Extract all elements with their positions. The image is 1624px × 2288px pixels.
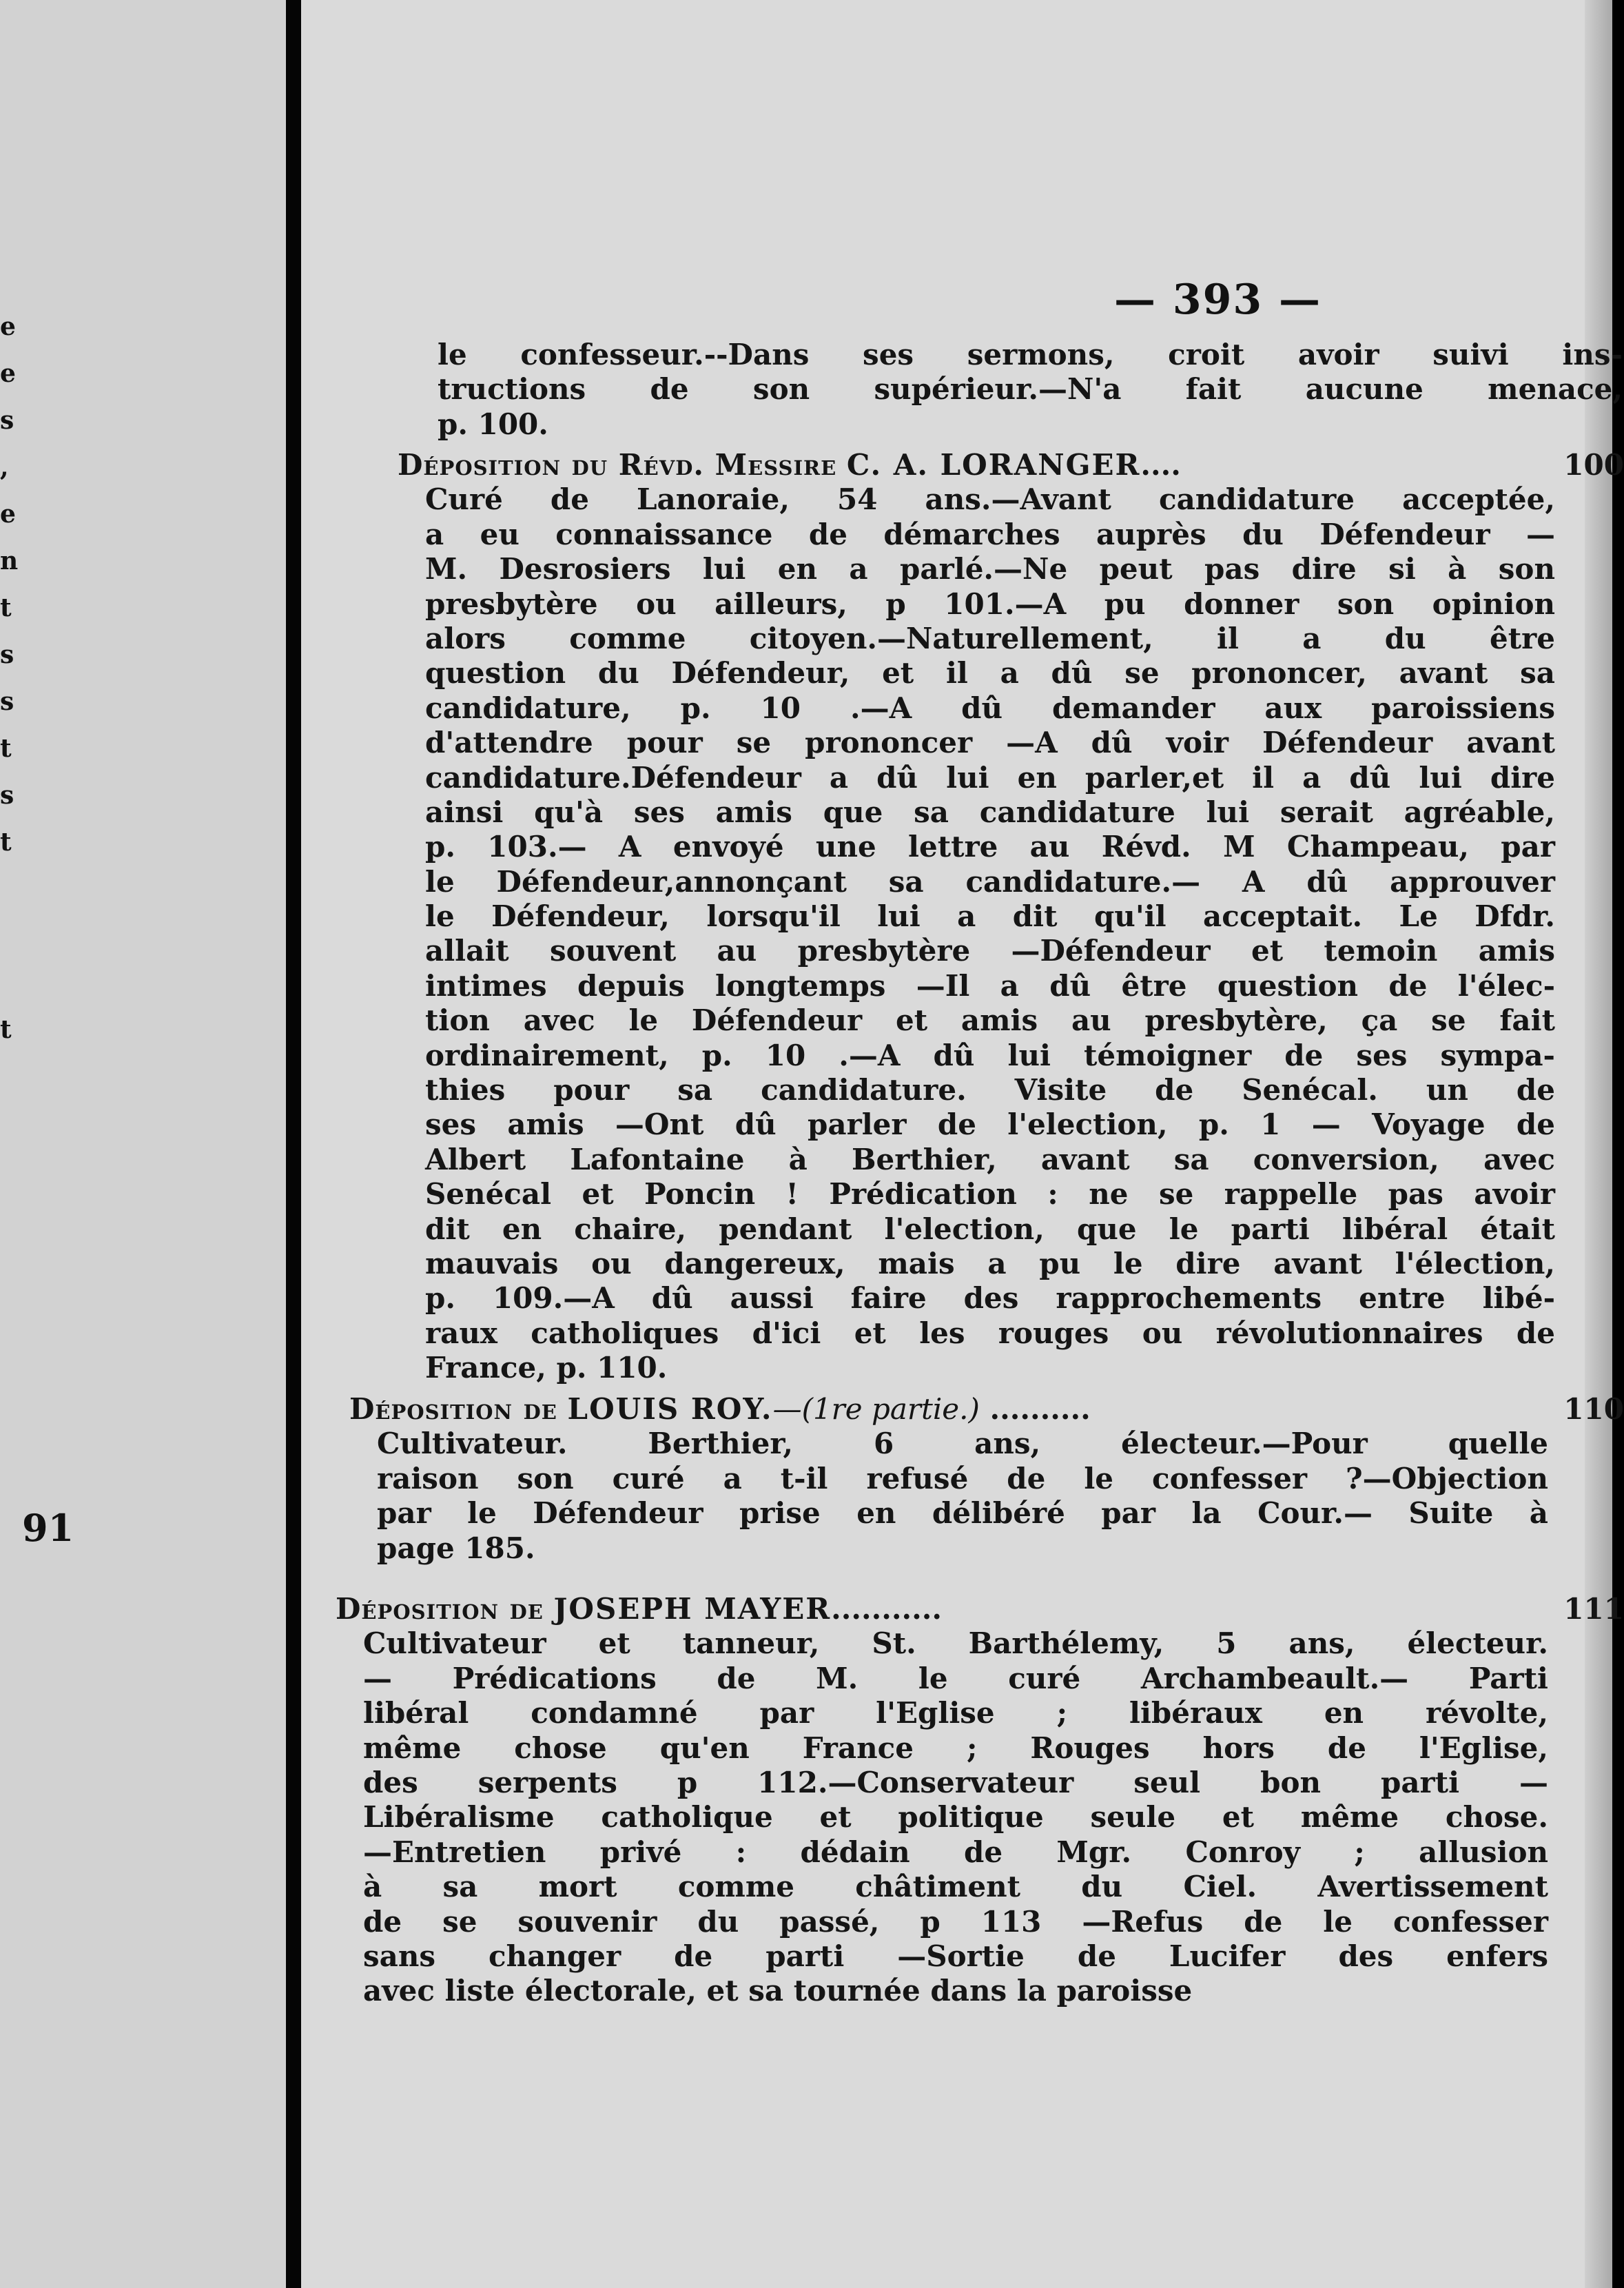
edge-letter: e [0,500,16,529]
deponent-name: C. A. LORANGER [846,448,1141,482]
text-line: des serpents p 112.—Conservateur seul bon parti — [363,1765,1548,1799]
text-line: intimes depuis longtemps —Il a dû être question de l'élec- [425,968,1555,1003]
text-line: raux catholiques d'ici et les rouges ou révolutionnaires de [425,1316,1555,1350]
edge-letter [0,866,28,912]
text-line: Curé de Lanoraie, 54 ans.—Avant candidature acceptée, [425,482,1555,517]
edge-letter: t [0,593,12,622]
left-page [0,0,286,2288]
text-line: allait souvent au presbytère —Défendeur et temoin amis [425,934,1555,968]
heading-prefix: Déposition de [336,1592,544,1626]
page-reference: 111 [1563,1592,1624,1626]
text-line: thies pour sa candidature. Visite de Senécal. un de [425,1073,1555,1107]
edge-letter: t [0,828,12,857]
edge-letter: n [0,547,19,575]
edge-letter: t [0,1015,12,1044]
text-line: tion avec le Défendeur et amis au presbytère, ça se fait [425,1003,1555,1038]
text-line: candidature.Défendeur a dû lui en parler,et il a dû lui dire [425,760,1555,795]
text-line: presbytère ou ailleurs, p 101.—A pu donner son opinion [425,586,1555,621]
text-line: —Entretien privé : dédain de Mgr. Conroy ; allusion [363,1835,1548,1869]
text-line: mauvais ou dangereux, mais a pu le dire avant l'élection, [425,1246,1555,1280]
deposition-body [336,1626,1548,2008]
text-line: alors comme citoyen.—Naturellement, il a du être [425,621,1555,655]
text-line: Senécal et Poncin ! Prédication : ne se rappelle pas avoir [425,1177,1555,1212]
page-reference: 110 [1563,1392,1624,1426]
text-line: ordinairement, p. 10 .—A dû lui témoigner de ses sympa- [425,1038,1555,1072]
text-line: dit en chaire, pendant l'election, que le parti libéral était [425,1212,1555,1246]
deposition-heading [398,448,1624,482]
text-line: a eu connaissance de démarches auprès du Défendeur — [425,517,1555,551]
deposition-entry [349,1392,1624,1566]
edge-letter [0,912,28,959]
text-line: Cultivateur. Berthier, 6 ans, électeur.—Pour quelle [377,1427,1548,1461]
text-line: question du Défendeur, et il a dû se prononcer, avant sa [425,656,1555,691]
text-line: sans changer de parti —Sortie de Lucifer des enfers [363,1939,1548,1973]
deponent-name: LOUIS ROY. [567,1392,773,1426]
edge-letter [0,959,28,1006]
text-line: Cultivateur et tanneur, St. Barthélemy, 5 ans, électeur. [363,1626,1548,1661]
continuation-paragraph [438,338,1623,442]
text-line: d'attendre pour se prononcer —A dû voir Défendeur avant [425,726,1555,760]
edge-letter: s [0,640,14,669]
right-page [301,0,1624,2288]
text-line: ses amis —Ont dû parler de l'election, p. 1 — Voyage de [425,1107,1555,1142]
text-line: Albert Lafontaine à Berthier, avant sa conversion, avec [425,1142,1555,1176]
text-line: libéral condamné par l'Eglise ; libéraux en révolte, [363,1696,1548,1730]
text-line: à sa mort comme châtiment du Ciel. Avertissement [363,1870,1548,1904]
left-page-number: 91 [22,1506,74,1550]
text-line: France, p. 110. [425,1351,668,1385]
deposition-body [349,1427,1548,1566]
heading-prefix: Déposition de [349,1392,557,1426]
text-line: p. 109.—A dû aussi faire des rapprochements entre libé- [425,1281,1555,1316]
deposition-body [398,482,1555,1385]
text-line: raison son curé a t-il refusé de le confesser ?—Objection [377,1461,1548,1495]
text-line: p. 103.— A envoyé une lettre au Révd. M Champeau, par [425,830,1555,864]
heading-prefix: Déposition du Révd. Messire [398,448,837,482]
text-line: page 185. [377,1531,535,1565]
edge-letter: s [0,781,14,810]
text-line: le Défendeur, lorsqu'il lui a dit qu'il acceptait. Le Dfdr. [425,899,1555,934]
deposition-entry [398,448,1624,1386]
page-reference: 100 [1563,448,1624,482]
text-line: de se souvenir du passé, p 113 —Refus de le confesser [363,1904,1548,1939]
text-line: par le Défendeur prise en délibéré par la Cour.— Suite à [377,1496,1548,1531]
heading-note: —(1re partie.) [772,1392,980,1426]
deposition-entry [336,1592,1624,2009]
left-page-edge-text [0,303,28,1053]
text-line: le Défendeur,annonçant sa candidature.— A dû approuver [425,864,1555,899]
page-number: — 393 — [1114,276,1322,324]
edge-letter: s [0,687,14,716]
heading-leader: .... [1140,448,1181,482]
text-line: même chose qu'en France ; Rouges hors de l'Eglise, [363,1730,1548,1765]
deponent-name: JOSEPH MAYER [553,1592,832,1626]
edge-letter: e [0,312,16,341]
heading-leader: .......... [989,1392,1091,1426]
edge-letter: s [0,406,14,435]
edge-letter: e [0,359,16,388]
text-line: candidature, p. 10 .—A dû demander aux paroissiens [425,691,1555,725]
text-line: p. 100. [438,407,548,441]
deposition-heading [349,1392,1624,1427]
edge-letter: t [0,734,12,763]
heading-leader: ........... [831,1592,942,1626]
text-line: M. Desrosiers lui en a parlé.—Ne peut pas dire si à son [425,552,1555,586]
text-line: Libéralisme catholique et politique seule et même chose. [363,1800,1548,1835]
text-line: ainsi qu'à ses amis que sa candidature lui serait agréable, [425,795,1555,829]
text-line: — Prédications de M. le curé Archambeault.— Parti [363,1661,1548,1695]
text-line: avec liste électorale, et sa tournée dans la paroisse [363,1974,1193,2008]
text-line: tructions de son supérieur.—N'a fait aucune menace, [438,372,1623,407]
text-line: le confesseur.--Dans ses sermons, croit avoir suivi ins- [438,338,1623,371]
book-gutter [286,0,301,2288]
edge-letter: , [0,453,9,482]
deposition-heading [336,1592,1624,1626]
